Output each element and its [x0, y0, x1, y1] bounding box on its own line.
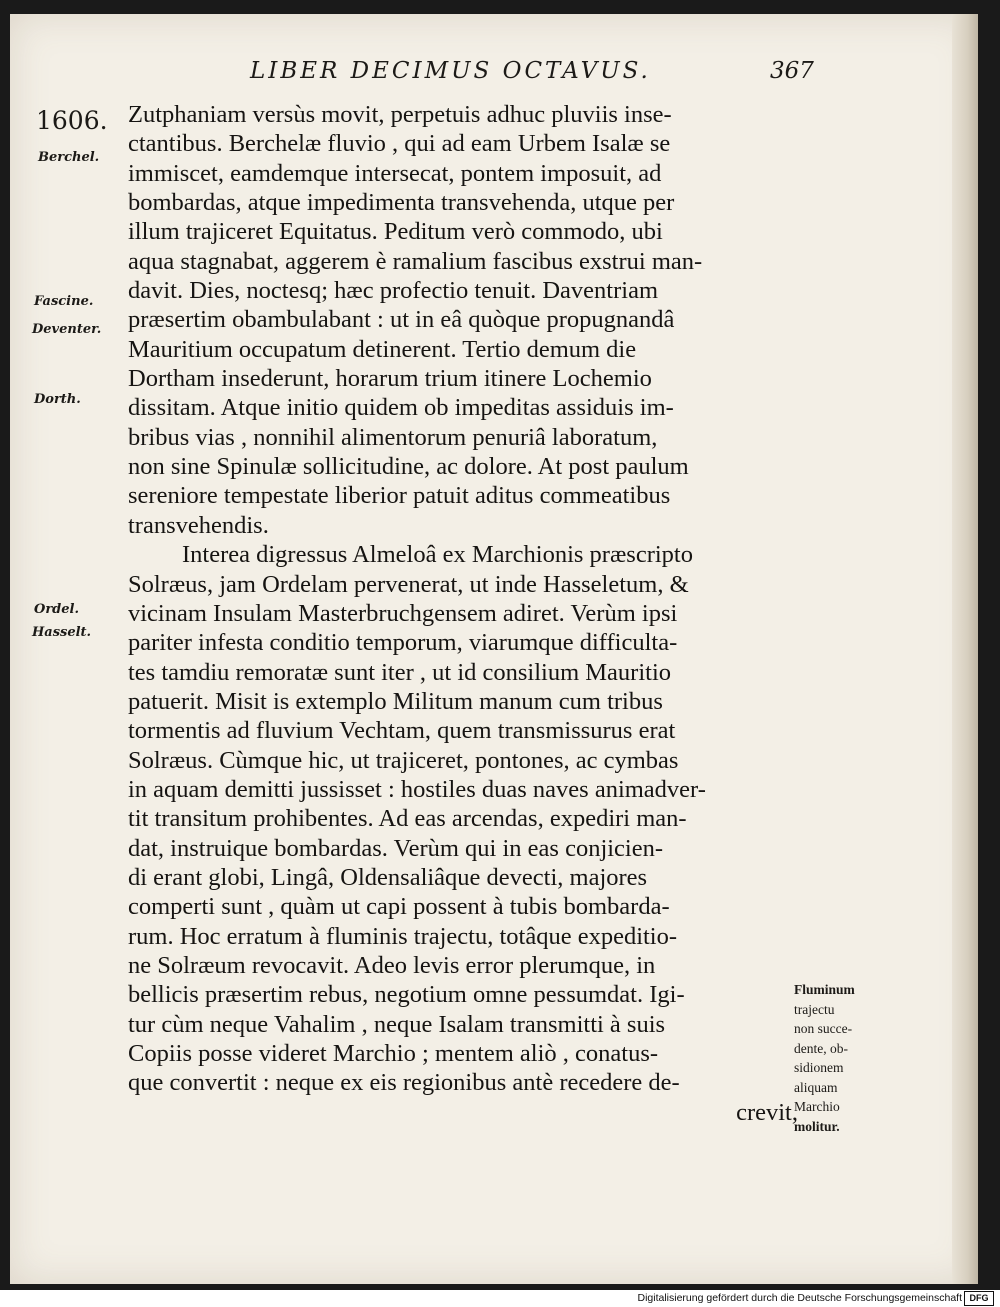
- page-number: 367: [770, 58, 814, 84]
- text-line: Mauritium occupatum detinerent. Tertio demum die: [128, 335, 637, 363]
- text-line: di erant globi, Lingâ, Oldensaliâque devecti, majores: [128, 863, 648, 891]
- margin-note-berchel: Berchel.: [38, 150, 100, 165]
- year-marginal: 1606.: [36, 106, 108, 135]
- text-line: aqua stagnabat, aggerem è ramalium fascibus exstrui man-: [128, 247, 703, 275]
- text-line: immiscet, eamdemque intersecat, pontem imposuit, ad: [128, 159, 662, 187]
- text-line: patuerit. Misit is extemplo Militum manum cum tribus: [128, 687, 663, 715]
- margin-note-line: trajectu: [794, 1001, 835, 1017]
- text-line: bombardas, atque impedimenta transvehenda, utque per: [128, 189, 675, 217]
- body-text: [128, 100, 818, 1127]
- text-line: tit transitum prohibentes. Ad eas arcendas, expediri man-: [128, 805, 687, 833]
- text-line: comperti sunt , quàm ut capi possent à tubis bombarda-: [128, 893, 670, 921]
- running-title: LIBER DECIMUS OCTAVUS.: [250, 58, 651, 84]
- margin-note-ordel: Ordel.: [34, 602, 79, 617]
- text-line: transvehendis.: [128, 511, 269, 539]
- right-margin-note: [794, 980, 904, 1136]
- text-line: tur cùm neque Vahalim , neque Isalam transmitti à suis: [128, 1010, 666, 1038]
- text-line: vicinam Insulam Masterbruchgensem adiret. Verùm ipsi: [128, 599, 678, 627]
- text-line: Solræus. Cùmque hic, ut trajiceret, pontones, ac cymbas: [128, 746, 679, 774]
- text-line: Interea digressus Almeloâ ex Marchionis præscripto: [182, 541, 693, 569]
- margin-note-line: Marchio: [794, 1099, 840, 1114]
- text-line: dissitam. Atque initio quidem ob impeditas assiduis im-: [128, 394, 674, 422]
- text-line: illum trajiceret Equitatus. Peditum verò commodo, ubi: [128, 218, 663, 246]
- text-line: ctantibus. Berchelæ fluvio , qui ad eam Urbem Isalæ se: [128, 130, 671, 158]
- text-line: bribus vias , nonnihil alimentorum penuriâ laboratum,: [128, 423, 658, 451]
- text-line: præsertim obambulabant : ut in eâ quòque propugnandâ: [128, 306, 675, 334]
- text-line: Copiis posse videret Marchio ; mentem aliò , conatus-: [128, 1040, 659, 1067]
- text-line: dat, instruique bombardas. Verùm qui in eas conjicien-: [128, 834, 664, 862]
- margin-note-line: molitur.: [794, 1118, 840, 1134]
- page-edge: [952, 14, 978, 1284]
- text-line: davit. Dies, noctesq; hæc profectio tenuit. Daventriam: [128, 277, 659, 305]
- text-line: que convertit : neque ex eis regionibus antè recedere de-: [128, 1069, 680, 1097]
- text-line: Dortham insederunt, horarum trium itinere Lochemio: [128, 365, 652, 393]
- text-line: pariter infesta conditio temporum, viarumque difficulta-: [128, 629, 678, 657]
- text-line: tes tamdiu remoratæ sunt iter , ut id consilium Mauritio: [128, 658, 672, 686]
- text-line: sereniore tempestate liberior patuit aditus commeatibus: [128, 482, 671, 510]
- margin-note-hasselt: Hasselt.: [32, 625, 92, 640]
- text-line: bellicis præsertim rebus, negotium omne pessumdat. Igi-: [128, 981, 685, 1009]
- margin-note-line: sidionem: [794, 1060, 844, 1075]
- margin-note-line: non succe-: [794, 1021, 853, 1036]
- margin-note-line: dente, ob-: [794, 1040, 848, 1056]
- margin-note-line: aliquam: [794, 1079, 838, 1095]
- dfg-logo: DFG: [964, 1291, 994, 1306]
- margin-note-fascine: Fascine.: [34, 294, 94, 309]
- text-line: tormentis ad fluvium Vechtam, quem transmissurus erat: [128, 717, 676, 745]
- text-line: non sine Spinulæ sollicitudine, ac dolore. At post paulum: [128, 453, 689, 481]
- dfg-credit: Digitalisierung gefördert durch die Deutsche Forschungsgemeinschaft: [637, 1292, 962, 1304]
- text-line: Zutphaniam versùs movit, perpetuis adhuc pluviis inse-: [128, 101, 672, 128]
- text-line: in aquam demitti jussisset : hostiles duas naves animadver-: [128, 775, 706, 803]
- margin-note-line: Fluminum: [794, 982, 855, 997]
- text-line-final: crevit,: [736, 1098, 798, 1126]
- text-line: rum. Hoc erratum à fluminis trajectu, totâque expeditio-: [128, 922, 678, 950]
- text-line: Solræus, jam Ordelam pervenerat, ut inde Hasseletum, &: [128, 570, 689, 598]
- margin-note-dorth: Dorth.: [34, 392, 81, 407]
- margin-note-deventer: Deventer.: [32, 322, 102, 337]
- text-line: ne Solræum revocavit. Adeo levis error plerumque, in: [128, 951, 656, 979]
